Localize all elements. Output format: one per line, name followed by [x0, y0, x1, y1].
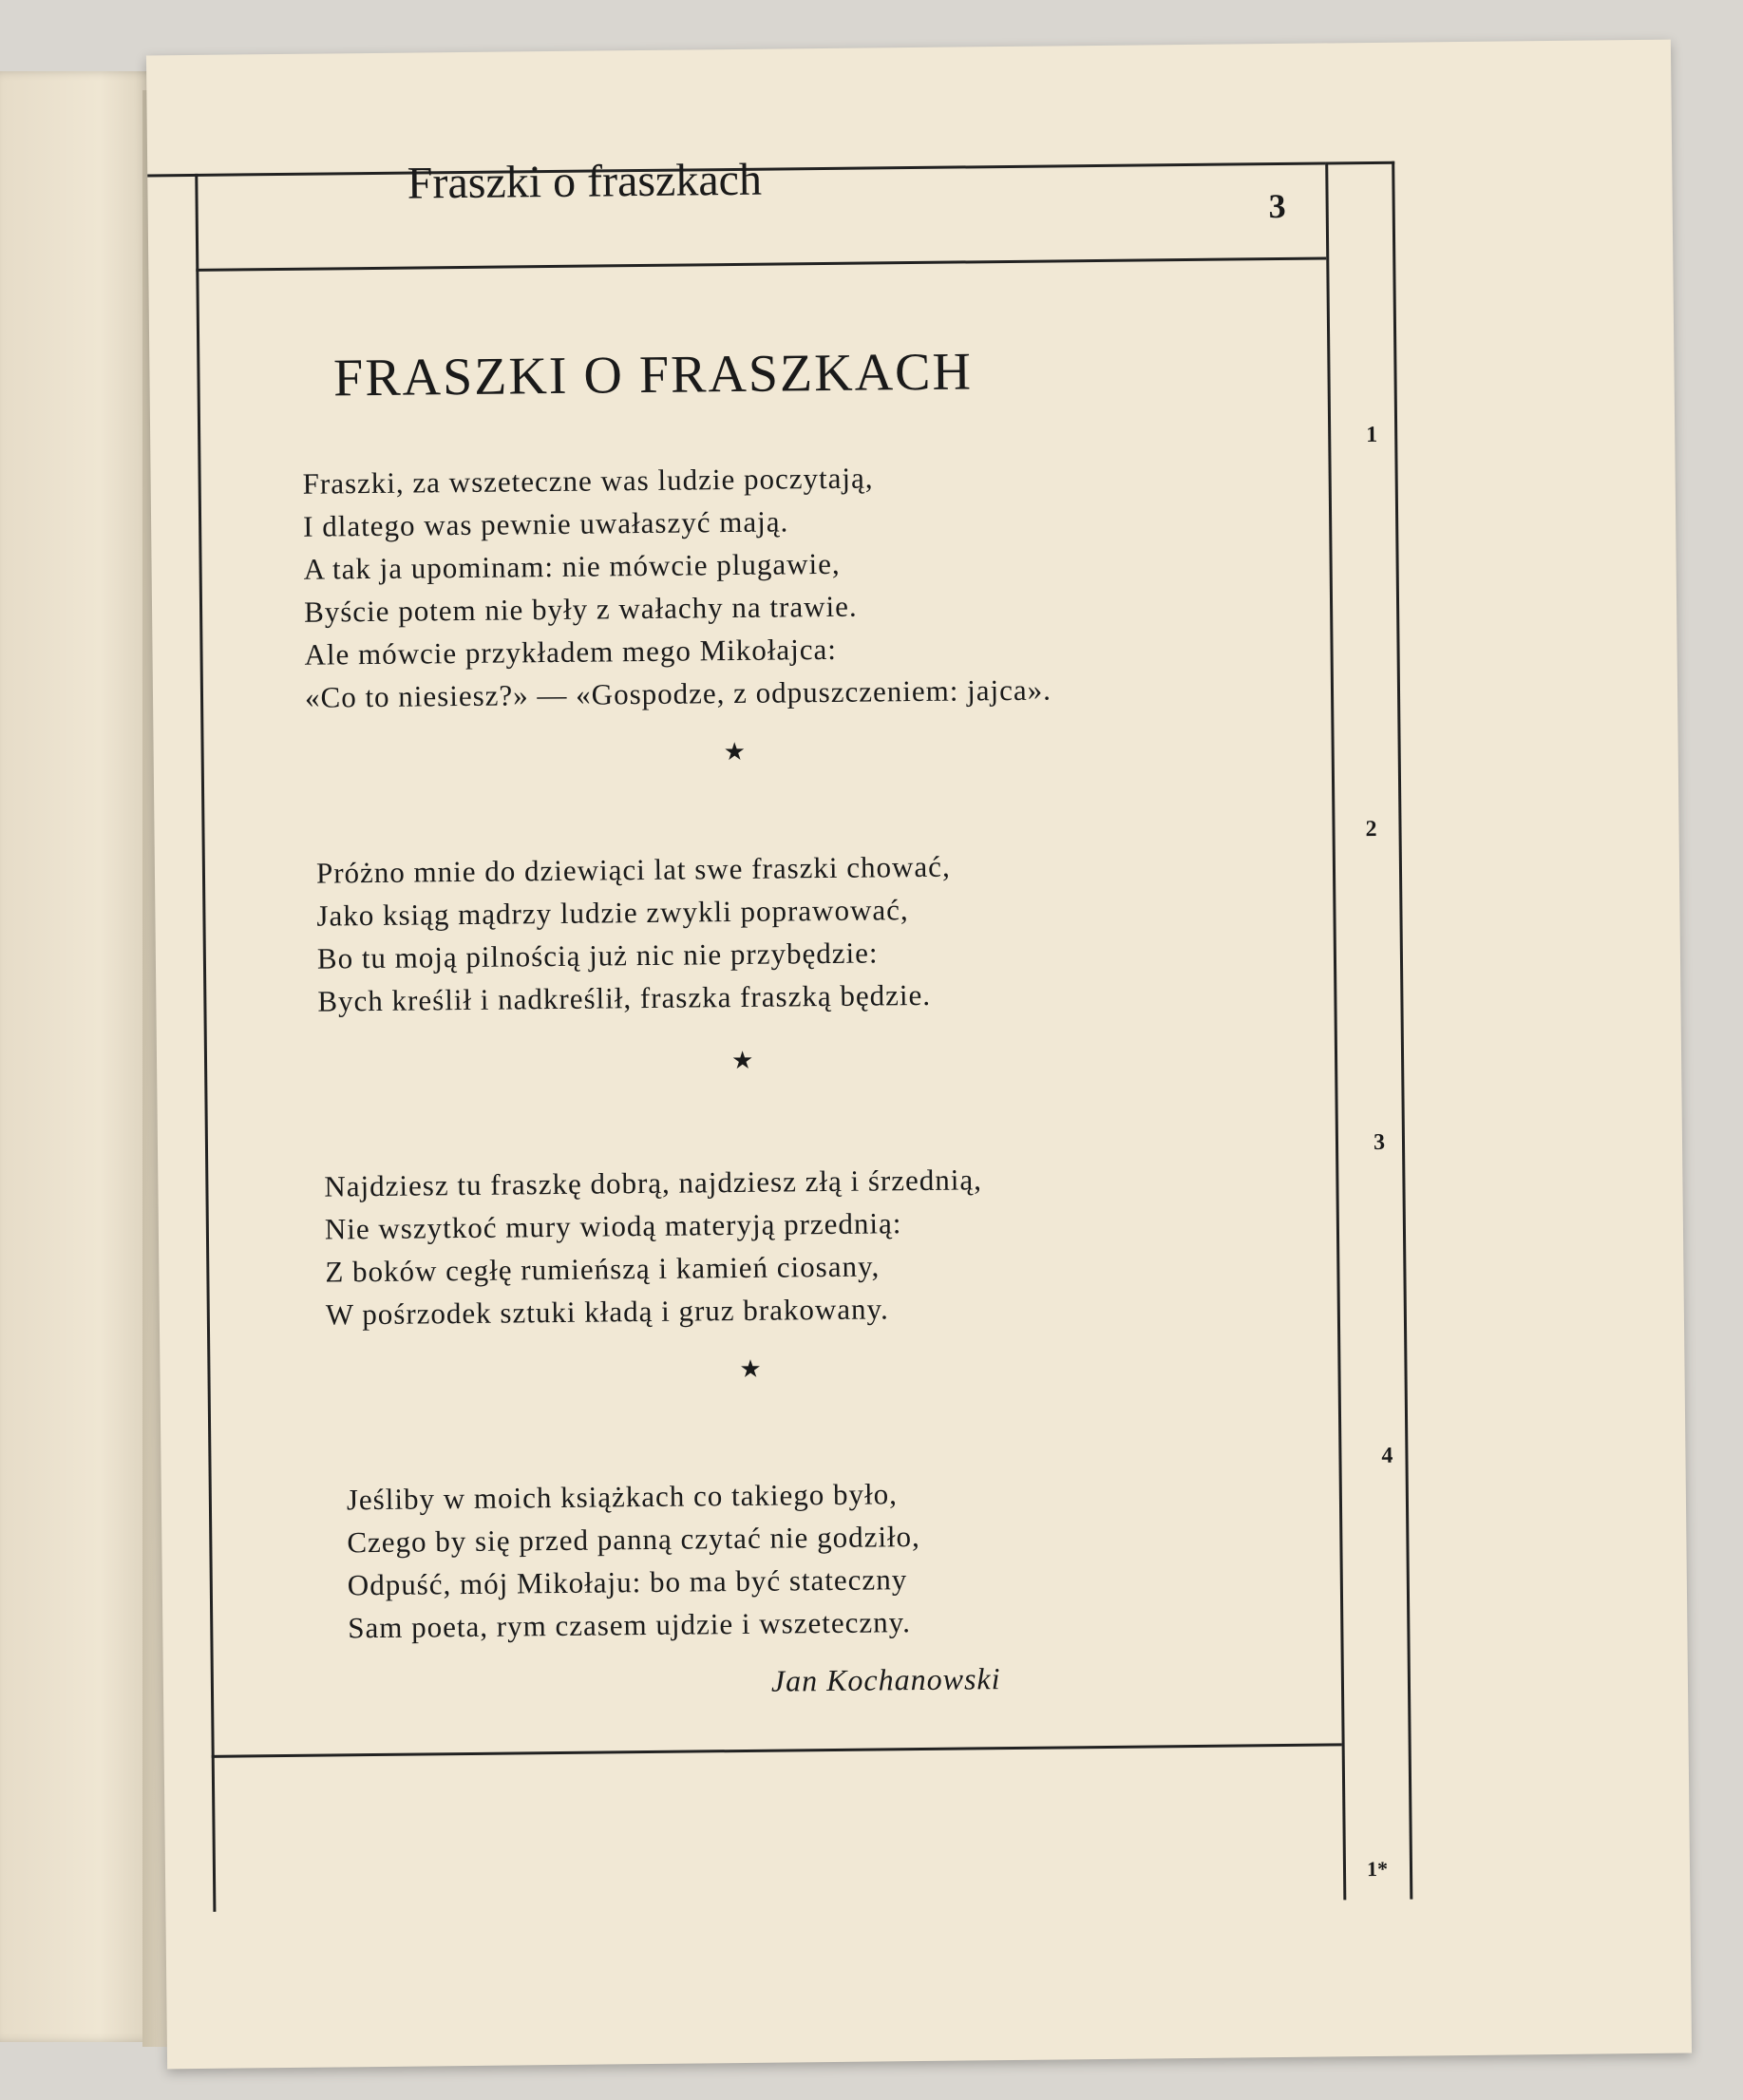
left-page-edge: [0, 71, 166, 2042]
frame-inner-right-rule: [1325, 161, 1346, 1900]
star-separator-icon: ★: [739, 1354, 762, 1384]
header-bottom-rule: [196, 256, 1326, 271]
star-separator-icon: ★: [723, 737, 747, 767]
stanza-1: [302, 455, 1051, 719]
stanza-4: [347, 1472, 921, 1649]
stanza-line: I dlatego was pewnie uwałaszyć mają.: [302, 504, 789, 543]
stanza-line: Ale mówcie przykładem mego Mikołajca:: [304, 632, 838, 672]
stanza-line: Bo tu moją pilnością już nic nie przybędzie:: [316, 936, 879, 975]
stanza-line: A tak ja upominam: nie mówcie plugawie,: [303, 546, 841, 586]
stanza-line: Czego by się przed panną czytać nie godziło,: [347, 1520, 920, 1560]
star-separator-icon: ★: [730, 1046, 754, 1076]
stanza-line: Najdziesz tu fraszkę dobrą, najdziesz złą i śrzednią,: [324, 1163, 983, 1203]
stanza-line: Sam poeta, rym czasem ujdzie i wszeteczny.: [348, 1605, 912, 1645]
stanza-line: Odpuść, mój Mikołaju: bo ma być stateczny: [347, 1562, 908, 1602]
signature-mark: 1*: [1366, 1856, 1389, 1882]
margin-top-rule: [1325, 161, 1394, 165]
frame-outer-right-rule: [1392, 161, 1412, 1900]
stanza-line: Fraszki, za wszeteczne was ludzie poczytają,: [302, 461, 874, 501]
stanza-number: 3: [1373, 1129, 1386, 1155]
stanza-3: [324, 1158, 983, 1335]
stanza-number: 2: [1365, 816, 1377, 842]
stanza-line: Byście potem nie były z wałachy na trawie.: [303, 589, 858, 629]
page-number: 3: [1268, 186, 1286, 226]
stanza-line: Nie wszytkoć mury wiodą materyją przednią:: [324, 1206, 902, 1246]
stanza-number: 1: [1366, 422, 1378, 448]
stanza-line: Z boków cegłę rumieńszą i kamień ciosany,: [325, 1249, 881, 1289]
frame-left-rule: [195, 174, 216, 1912]
stanza-line: «Co to niesiesz?» — «Gospodze, z odpuszczeniem: jajca».: [304, 672, 1052, 714]
stanza-line: Bych kreślił i nadkreślił, fraszka fraszką będzie.: [317, 977, 932, 1018]
stanza-line: Jako ksiąg mądrzy ludzie zwykli poprawować,: [316, 893, 909, 933]
author-name: Jan Kochanowski: [770, 1661, 1001, 1698]
running-header-title: Fraszki o fraszkach: [407, 154, 763, 209]
stanza-line: Próżno mnie do dziewiąci lat swe fraszki chować,: [315, 849, 951, 890]
book-page: [146, 40, 1692, 2070]
stanza-number: 4: [1381, 1443, 1393, 1468]
stanza-line: Jeśliby w moich książkach co takiego było,: [346, 1477, 899, 1517]
content-bottom-rule: [212, 1743, 1342, 1757]
stanza-line: W pośrzodek sztuki kładą i gruz brakowany.: [325, 1292, 889, 1332]
poem-title: FRASZKI O FRASZKACH: [332, 342, 974, 408]
stanza-2: [316, 845, 953, 1023]
